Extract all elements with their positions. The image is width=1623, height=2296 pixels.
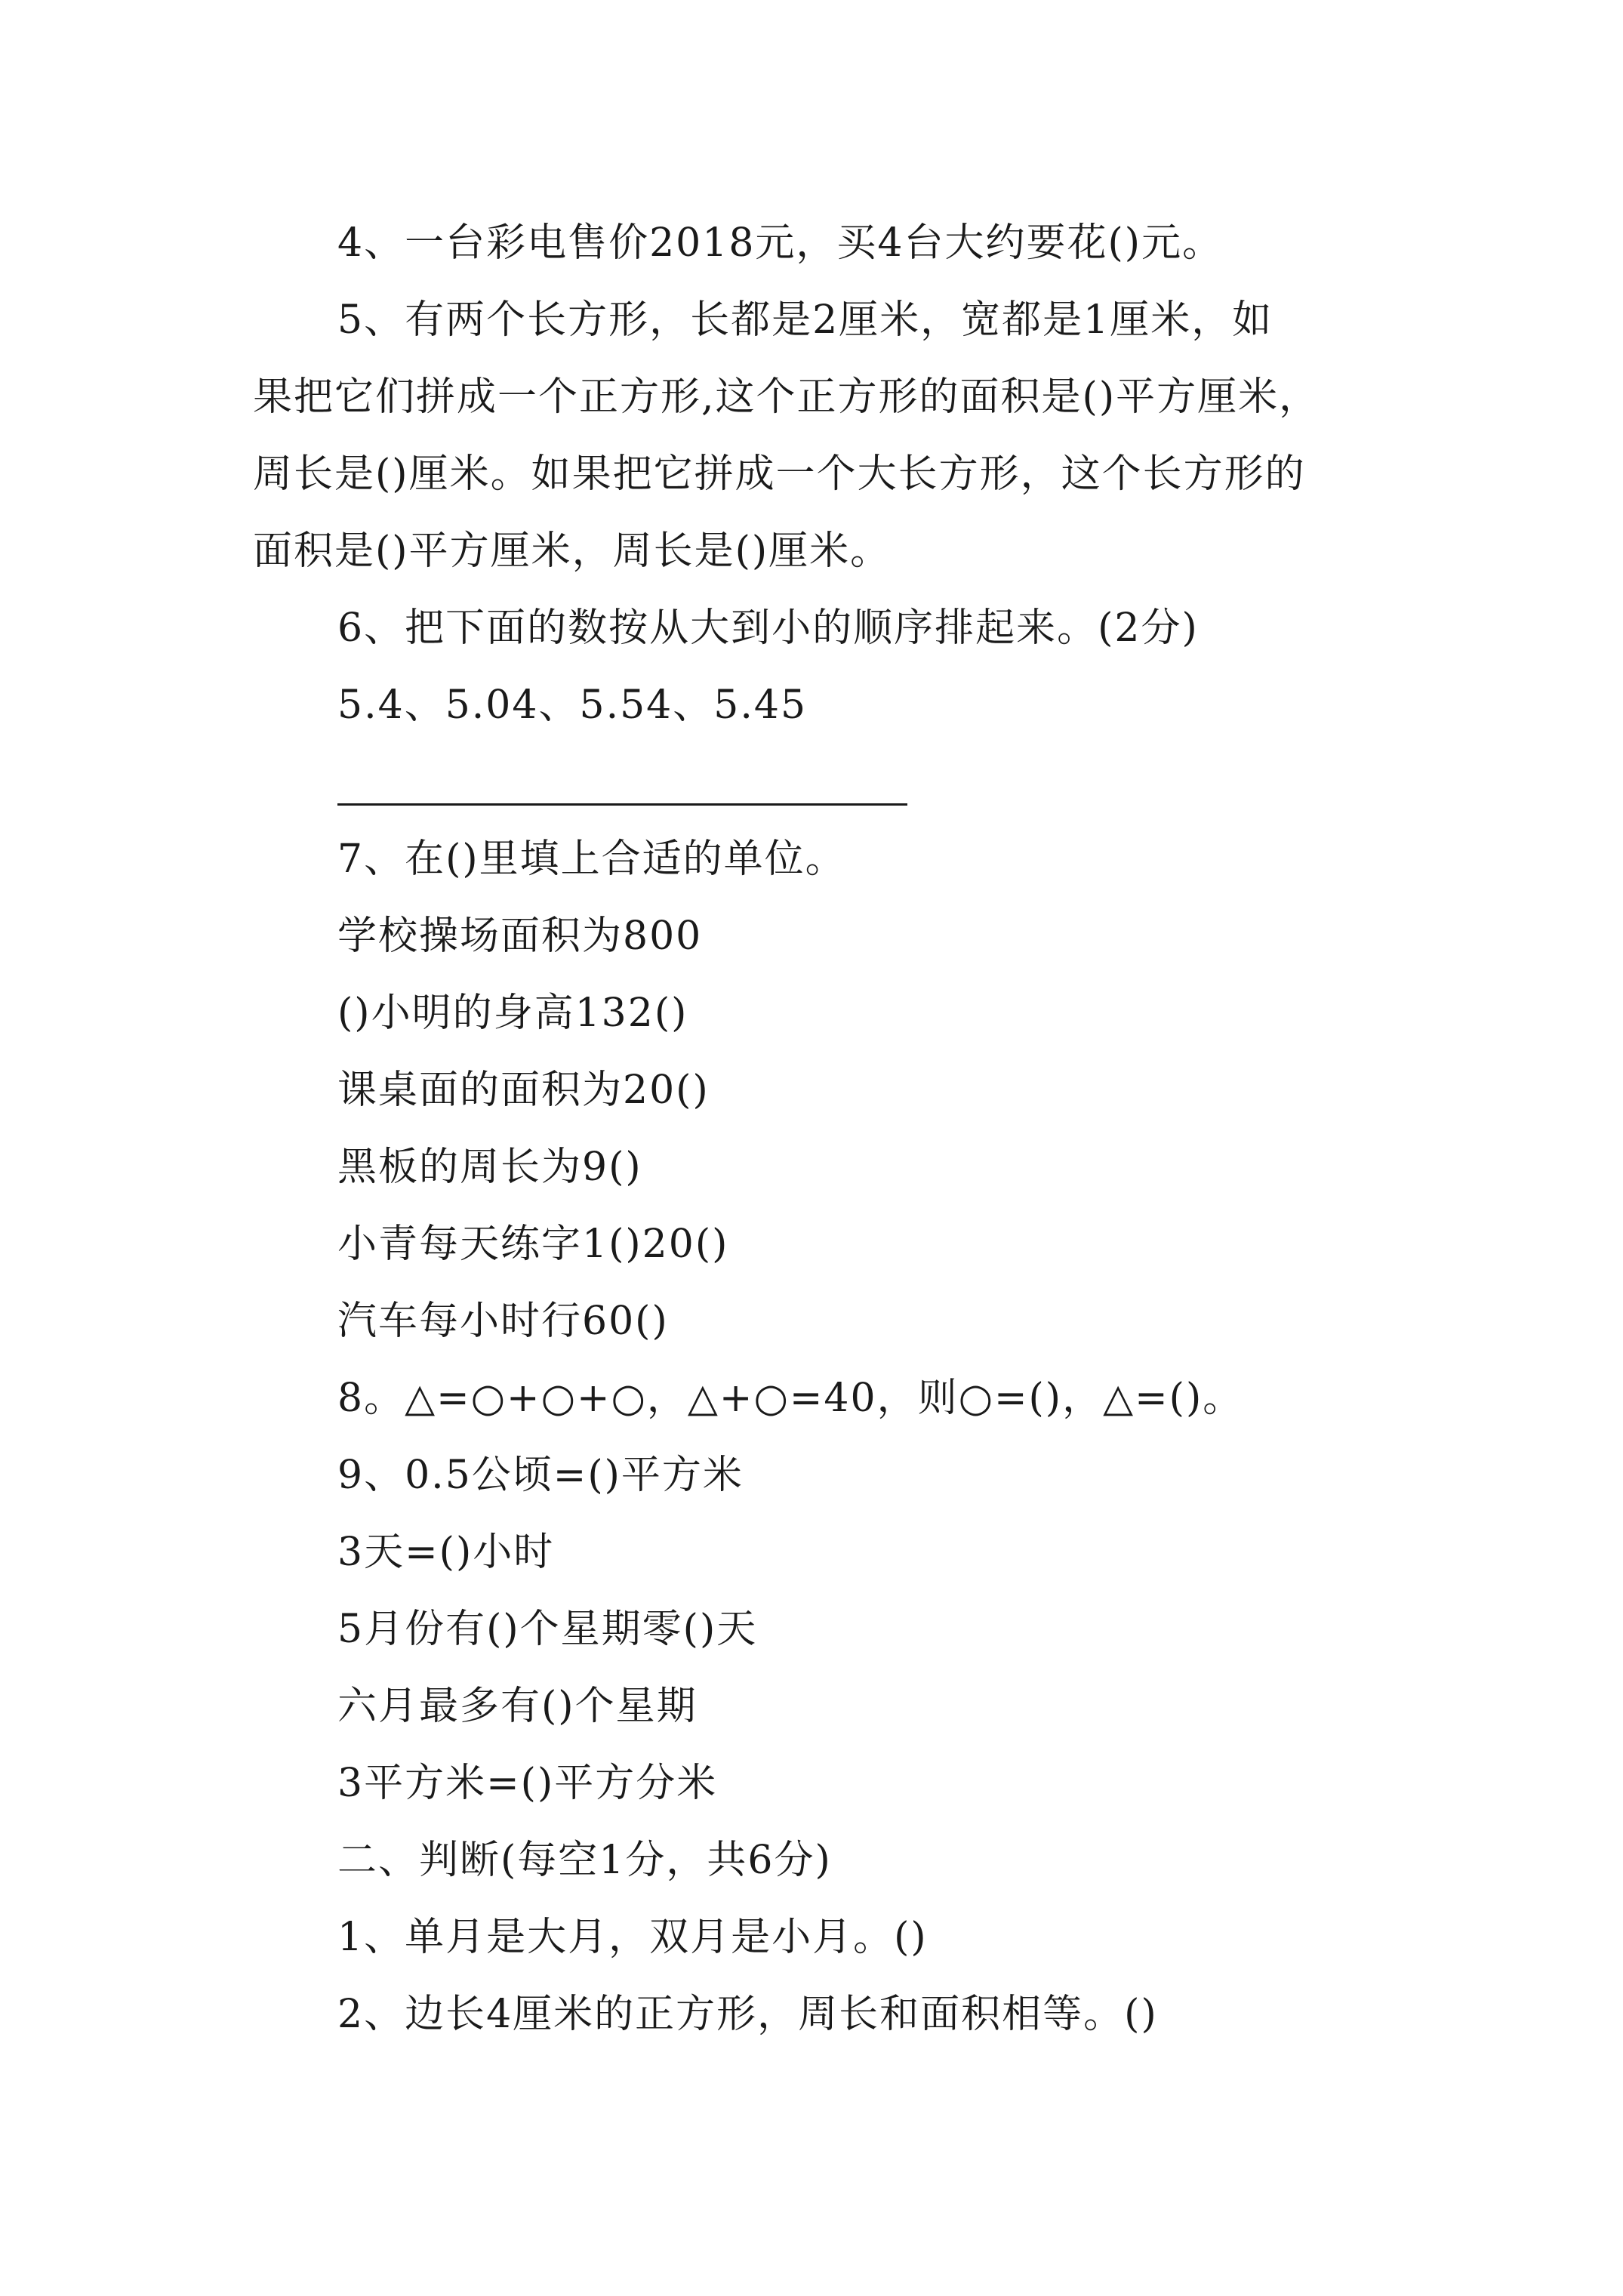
question-8: 8。△=○+○+○，△+○=40，则○=()，△=()。 <box>337 1376 1244 1421</box>
question-7-item-6: 汽车每小时行60() <box>337 1299 669 1344</box>
question-5-line-2: 果把它们拼成一个正方形,这个正方形的面积是()平方厘米， <box>253 374 1320 420</box>
question-7-item-2: ()小明的身高132() <box>337 991 688 1036</box>
question-7: 7、在()里填上合适的单位。 <box>337 837 846 882</box>
answer-blank-line <box>337 803 907 806</box>
question-6: 6、把下面的数按从大到小的顺序排起来。(2分) <box>337 606 1199 651</box>
question-9-item-2: 3天=()小时 <box>337 1530 555 1575</box>
question-7-item-1: 学校操场面积为800 <box>337 914 703 959</box>
question-7-item-3: 课桌面的面积为20() <box>337 1068 710 1113</box>
question-5-line-1: 5、有两个长方形，长都是2厘米，宽都是1厘米，如 <box>337 297 1273 343</box>
judge-question-2: 2、边长4厘米的正方形，周长和面积相等。() <box>337 1992 1158 2037</box>
question-9-item-4: 六月最多有()个星期 <box>337 1684 698 1729</box>
question-5-line-4: 面积是()平方厘米，周长是()厘米。 <box>253 529 892 574</box>
question-7-item-4: 黑板的周长为9() <box>337 1145 642 1190</box>
question-5-line-3: 周长是()厘米。如果把它拼成一个大长方形，这个长方形的 <box>253 451 1306 497</box>
question-9-item-3: 5月份有()个星期零()天 <box>337 1607 758 1652</box>
question-6-numbers: 5.4、5.04、5.54、5.45 <box>337 683 808 728</box>
question-7-item-5: 小青每天练字1()20() <box>337 1222 729 1267</box>
question-9-item-5: 3平方米=()平方分米 <box>337 1761 718 1806</box>
question-9: 9、0.5公顷=()平方米 <box>337 1453 744 1498</box>
question-4: 4、一台彩电售价2018元，买4台大约要花()元。 <box>337 220 1224 266</box>
judge-question-1: 1、单月是大月，双月是小月。() <box>337 1915 928 1960</box>
section-2-heading: 二、判断(每空1分，共6分) <box>337 1838 832 1883</box>
